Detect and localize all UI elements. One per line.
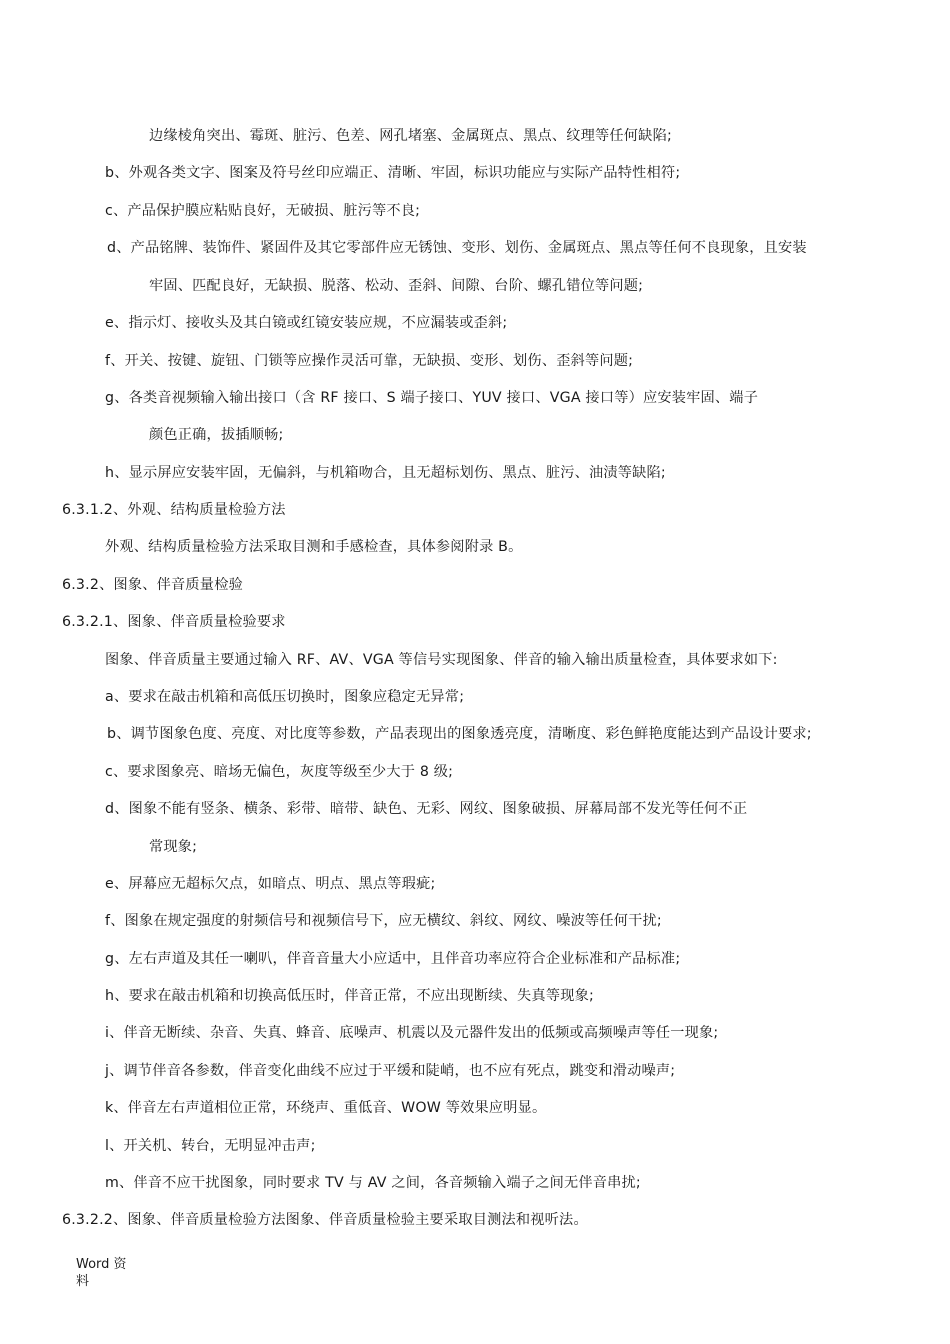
- list-item-c: c、产品保护膜应粘贴良好，无破损、脏污等不良;: [105, 203, 421, 219]
- list-item-b: b、调节图象色度、亮度、对比度等参数，产品表现出的图象透亮度，清晰度、彩色鲜艳度能达到产品设计要求;: [107, 726, 812, 742]
- section-heading: 6.3.1.2、外观、结构质量检验方法: [62, 502, 286, 518]
- list-item-l: l、开关机、转台，无明显冲击声;: [105, 1138, 316, 1154]
- list-item-f: f、图象在规定强度的射频信号和视频信号下，应无横纹、斜纹、网纹、噪波等任何干扰;: [105, 913, 662, 929]
- text-line: 牢固、匹配良好，无缺损、脱落、松动、歪斜、间隙、台阶、螺孔错位等问题;: [149, 278, 644, 294]
- list-item-h: h、显示屏应安装牢固，无偏斜，与机箱吻合，且无超标划伤、黑点、脏污、油渍等缺陷;: [105, 465, 666, 481]
- list-item-e: e、指示灯、接收头及其白镜或红镜安装应规，不应漏装或歪斜;: [105, 315, 508, 331]
- section-heading: 6.3.2.1、图象、伴音质量检验要求: [62, 614, 286, 630]
- list-item-d: d、产品铭牌、装饰件、紧固件及其它零部件应无锈蚀、变形、划伤、金属斑点、黑点等任何不良现象，且安装: [107, 240, 807, 256]
- list-item-b: b、外观各类文字、图案及符号丝印应端正、清晰、牢固，标识功能应与实际产品特性相符;: [105, 165, 681, 181]
- paragraph: 图象、伴音质量主要通过输入 RF、AV、VGA 等信号实现图象、伴音的输入输出质量检查，具体要求如下:: [105, 652, 778, 668]
- list-item-m: m、伴音不应干扰图象，同时要求 TV 与 AV 之间，各音频输入端子之间无伴音串扰;: [105, 1175, 641, 1191]
- list-item-f: f、开关、按键、旋钮、门锁等应操作灵活可靠，无缺损、变形、划伤、歪斜等问题;: [105, 353, 634, 369]
- list-item-a: a、要求在敲击机箱和高低压切换时，图象应稳定无异常;: [105, 689, 465, 705]
- page-footer: Word 资料: [76, 1257, 127, 1289]
- list-item-k: k、伴音左右声道相位正常，环绕声、重低音、WOW 等效果应明显。: [105, 1100, 547, 1116]
- list-item-e: e、屏幕应无超标欠点，如暗点、明点、黑点等瑕疵;: [105, 876, 436, 892]
- list-item-g: g、左右声道及其任一喇叭，伴音音量大小应适中，且伴音功率应符合企业标准和产品标准;: [105, 951, 681, 967]
- list-item-c: c、要求图象亮、暗场无偏色，灰度等级至少大于 8 级;: [105, 764, 454, 780]
- list-item-h: h、要求在敲击机箱和切换高低压时，伴音正常，不应出现断续、失真等现象;: [105, 988, 594, 1004]
- list-item-j: j、调节伴音各参数，伴音变化曲线不应过于平缓和陡峭，也不应有死点，跳变和滑动噪声;: [105, 1063, 676, 1079]
- text-line: 常现象;: [149, 839, 198, 855]
- text-line: 边缘棱角突出、霉斑、脏污、色差、网孔堵塞、金属斑点、黑点、纹理等任何缺陷;: [149, 128, 672, 144]
- section-heading: 6.3.2.2、图象、伴音质量检验方法图象、伴音质量检验主要采取目测法和视听法。: [62, 1212, 588, 1228]
- list-item-d: d、图象不能有竖条、横条、彩带、暗带、缺色、无彩、网纹、图象破损、屏幕局部不发光等任何不正: [105, 801, 748, 817]
- list-item-i: i、伴音无断续、杂音、失真、蜂音、底噪声、机震以及元器件发出的低频或高频噪声等任一现象;: [105, 1025, 719, 1041]
- text-line: 颜色正确，拔插顺畅;: [149, 427, 284, 443]
- list-item-g: g、各类音视频输入输出接口（含 RF 接口、S 端子接口、YUV 接口、VGA 接口等）应安装牢固、端子: [105, 390, 759, 406]
- section-heading: 6.3.2、图象、伴音质量检验: [62, 577, 243, 593]
- paragraph: 外观、结构质量检验方法采取目测和手感检查，具体参阅附录 B。: [105, 539, 523, 555]
